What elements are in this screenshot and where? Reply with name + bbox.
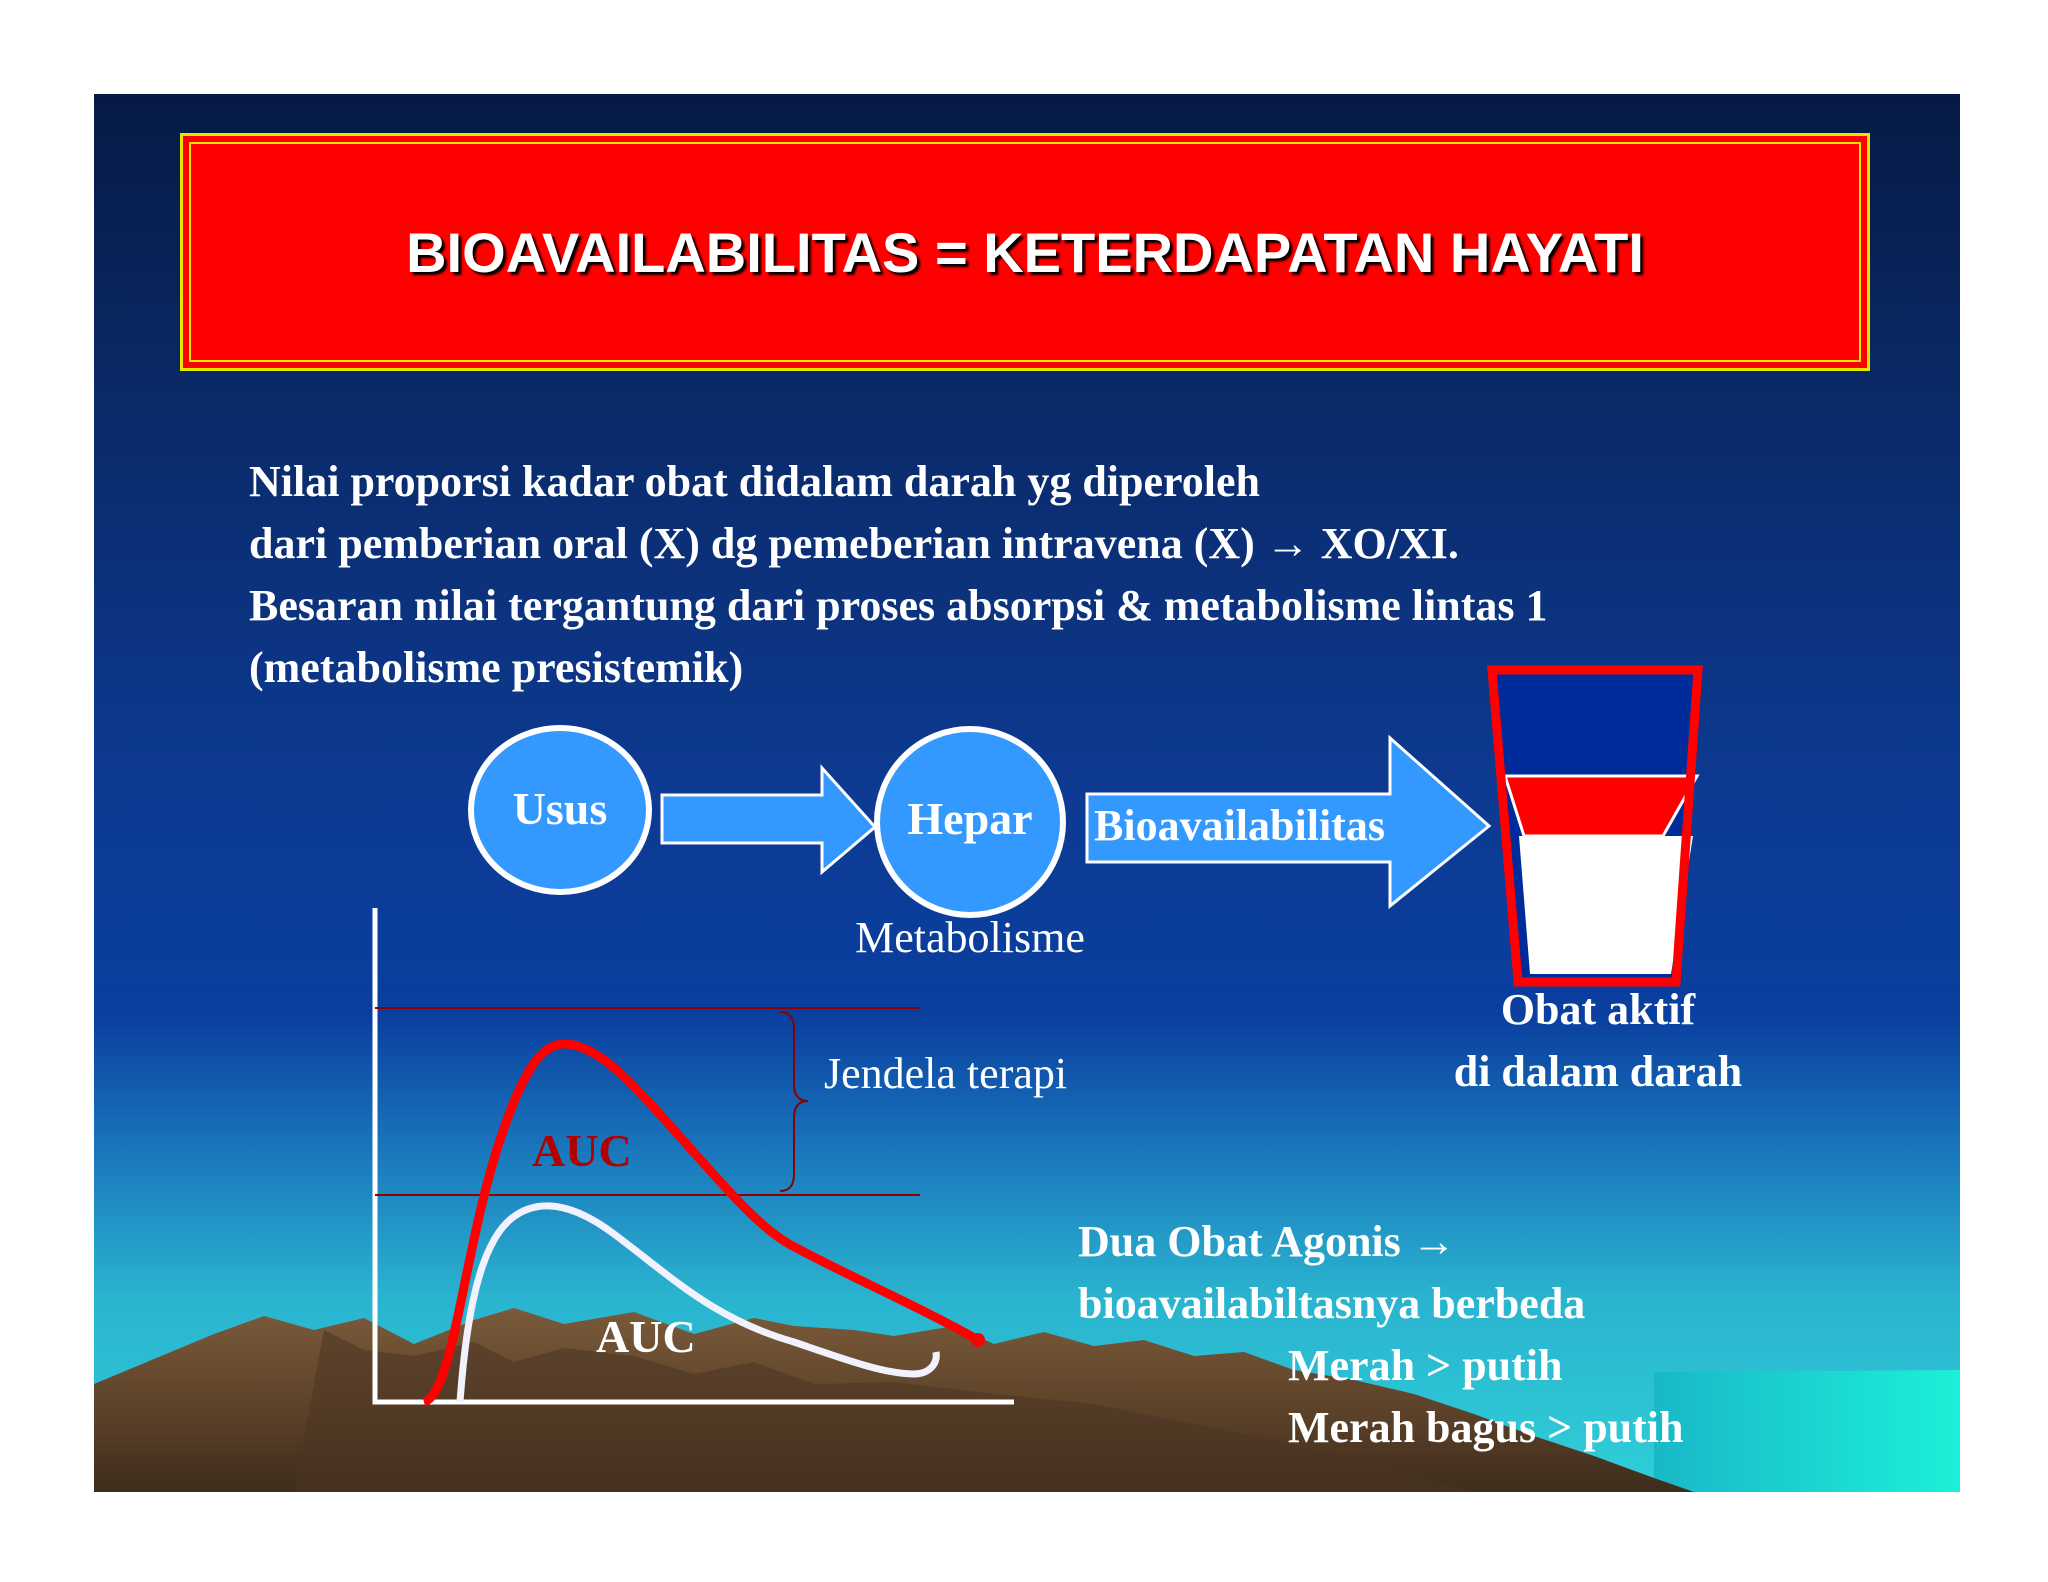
metabolisme-caption: Metabolisme [855,913,1085,962]
note-line-3: Merah > putih [1288,1341,1563,1390]
paragraph-line-1: Nilai proporsi kadar obat didalam darah yg diperoleh [249,457,1260,506]
glass-caption-line-1: Obat aktif [1500,985,1696,1034]
paragraph-line-3: Besaran nilai tergantung dari proses absorpsi & metabolisme lintas 1 [249,581,1548,630]
glass-icon [1489,670,1699,982]
hepar-label: Hepar [907,793,1033,844]
auc-white-label: AUC [596,1311,696,1362]
red-curve-end [971,1333,985,1347]
note-line-1: Dua Obat Agonis → [1078,1217,1456,1266]
slide [94,94,1960,1492]
sea-strip [1654,1370,1960,1492]
note-line-2: bioavailabiltasnya berbeda [1078,1279,1586,1328]
bioavailabilitas-label: Bioavailabilitas [1094,801,1385,850]
arrow-usus-to-hepar [662,768,875,872]
usus-label: Usus [512,783,608,834]
paragraph-line-2: dari pemberian oral (X) dg pemeberian intravena (X) → XO/XI. [249,519,1459,568]
therapeutic-window-label: Jendela terapi [824,1049,1068,1098]
glass-caption-line-2: di dalam darah [1453,1047,1743,1096]
slide-title: BIOAVAILABILITAS = KETERDAPATAN HAYATI [406,220,1644,284]
paragraph-line-4: (metabolisme presistemik) [249,643,744,692]
title-box [180,133,1870,371]
window-brace [780,1012,808,1191]
auc-red-label: AUC [532,1125,632,1176]
note-line-4: Merah bagus > putih [1288,1403,1684,1452]
